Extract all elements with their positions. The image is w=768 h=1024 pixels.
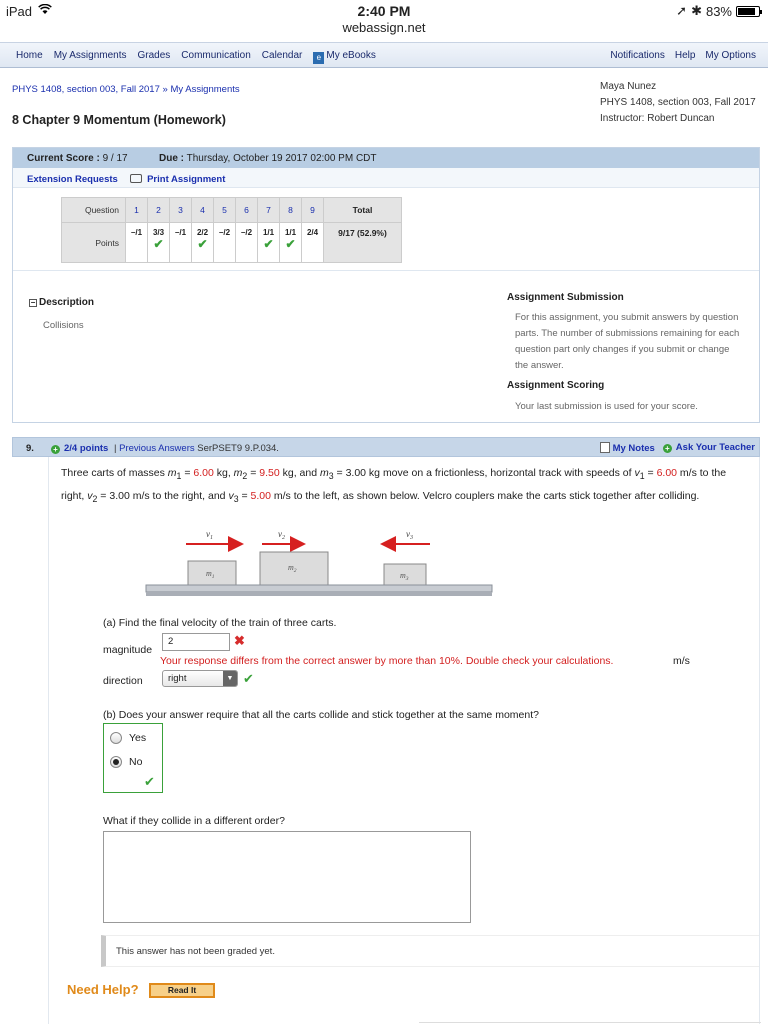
need-help-label: Need Help? (67, 982, 139, 997)
correct-check-icon: ✔ (197, 237, 208, 251)
radio-no-label: No (129, 756, 143, 768)
question-label: Question (62, 198, 126, 223)
due-label: Due : (159, 153, 184, 164)
device-name: iPad (6, 4, 33, 19)
m1-label: $m_1$ (206, 569, 215, 580)
question-number: 9. (26, 443, 34, 454)
magnitude-label: magnitude (103, 644, 153, 656)
var-v1: v (634, 467, 640, 479)
total-value: 9/17 (52.9%) (324, 223, 402, 263)
radio-no-row[interactable] (110, 756, 142, 768)
equals: = (333, 467, 346, 479)
divider (13, 270, 759, 271)
points-value: –/2 (218, 228, 231, 237)
v1-value: 6.00 (656, 467, 678, 479)
points-cell (214, 223, 236, 263)
table-points-row (62, 223, 402, 263)
radio-yes[interactable] (110, 732, 122, 744)
nav-my-ebooks-label: My eBooks (326, 50, 376, 61)
points-cell (258, 223, 280, 263)
track (146, 585, 492, 592)
var-v1-sub: 1 (639, 471, 645, 482)
plus-icon: + (663, 444, 672, 453)
description-text: Collisions (43, 320, 84, 331)
v1-label: $v_1$ (206, 529, 213, 541)
battery-fill (738, 8, 755, 15)
prompt-text: m/s to the right, (61, 467, 727, 503)
var-m1: m (167, 467, 177, 479)
var-v3-sub: 3 (233, 494, 239, 505)
equals: = (181, 467, 194, 479)
ios-status-bar (0, 0, 768, 40)
plus-icon[interactable]: + (51, 445, 60, 454)
part-a-prompt: (a) Find the final velocity of the train of three carts. (103, 617, 337, 629)
question-points-value: 2/4 points (64, 443, 109, 454)
nav-home[interactable]: Home (16, 50, 43, 61)
previous-answers-link[interactable]: Previous Answers (119, 443, 195, 454)
m2-value: 9.50 (259, 467, 280, 479)
submission-text: For this assignment, you submit answers by question parts. The number of submissions remaining for each question part only changes if you submit or change the answer. (515, 312, 740, 371)
ask-teacher-button[interactable] (663, 442, 755, 454)
points-value: 2/4 (306, 228, 319, 237)
description-toggle[interactable] (29, 297, 94, 308)
error-message: Your response differs from the correct answer by more than 10%. Double check your calculations. (160, 655, 614, 667)
points-value: –/1 (174, 228, 187, 237)
nav-my-options[interactable]: My Options (705, 50, 756, 61)
meta-separator: | (114, 443, 117, 454)
scoring-text: Your last submission is used for your score. (515, 401, 698, 412)
user-name: Maya Nunez (600, 81, 657, 92)
equals: = (97, 490, 110, 503)
current-score-value: 9 / 17 (102, 153, 128, 164)
score-header (13, 148, 759, 168)
var-v3: v (228, 490, 234, 503)
var-v2-sub: 2 (92, 494, 98, 505)
unit-label: m/s (673, 655, 690, 667)
location-icon: ➚ (676, 3, 688, 18)
question-code: SerPSET9 9.P.034. (197, 443, 279, 454)
status-right (676, 3, 760, 19)
m3-value: 3.00 (345, 467, 367, 479)
v2-label: $v_2$ (278, 529, 285, 541)
question-link[interactable]: 1 (126, 198, 148, 223)
points-cell (280, 223, 302, 263)
direction-select[interactable] (162, 670, 238, 687)
question-tools (600, 442, 755, 454)
track-base (146, 592, 492, 596)
answer-textarea[interactable] (103, 831, 471, 923)
read-it-button[interactable]: Read It (149, 983, 215, 998)
m1-value: 6.00 (193, 467, 214, 479)
points-cell (192, 223, 214, 263)
due-date (159, 153, 377, 164)
breadcrumb-course[interactable]: PHYS 1408, section 003, Fall 2017 (12, 84, 160, 95)
ebook-icon: e (313, 52, 324, 64)
what-if-prompt: What if they collide in a different order? (103, 815, 285, 827)
correct-check-icon: ✔ (144, 774, 155, 789)
cart-1 (188, 561, 236, 585)
prompt-text: m/s to the left, as shown below. Velcro couplers make the carts stick together after colliding. (270, 490, 700, 503)
divider (419, 1022, 761, 1023)
question-header (12, 437, 760, 457)
correct-check-icon: ✔ (285, 237, 296, 251)
radio-no[interactable] (110, 756, 122, 768)
printer-icon[interactable] (130, 174, 142, 183)
question-link[interactable]: 5 (214, 198, 236, 223)
var-m2: m (233, 467, 243, 479)
clock: 2:40 PM (357, 3, 411, 19)
equals: = (247, 467, 260, 479)
page-title: 8 Chapter 9 Momentum (Homework) (12, 113, 226, 127)
description-title: Description (39, 297, 95, 308)
v3-value: 5.00 (250, 490, 271, 503)
nav-grades[interactable]: Grades (137, 50, 171, 61)
var-m2-sub: 2 (242, 471, 248, 482)
submission-title: Assignment Submission (507, 292, 624, 303)
var-m1-sub: 1 (176, 471, 182, 482)
v3-label: $v_3$ (406, 529, 413, 541)
question-meta (114, 443, 279, 454)
user-instructor: Instructor: Robert Duncan (600, 113, 715, 124)
my-notes-button[interactable] (600, 442, 655, 454)
direction-label: direction (103, 675, 143, 687)
breadcrumb (12, 84, 240, 95)
url-bar[interactable]: webassign.net (342, 20, 426, 35)
score-panel (12, 147, 760, 423)
correct-check-icon: ✔ (263, 237, 274, 251)
var-v2: v (87, 490, 93, 503)
top-nav (0, 42, 768, 68)
dropdown-arrow-icon[interactable]: ▼ (223, 671, 237, 686)
question-prompt (61, 463, 751, 509)
points-value: 2/2 (196, 228, 209, 237)
bluetooth-icon: ✱ (691, 3, 702, 18)
breadcrumb-separator: » (162, 84, 168, 95)
nav-communication[interactable]: Communication (181, 50, 251, 61)
nav-calendar[interactable]: Calendar (261, 50, 303, 61)
points-cell (236, 223, 258, 263)
nav-my-ebooks[interactable] (313, 50, 375, 64)
question-points[interactable] (51, 443, 108, 454)
total-label: Total (324, 198, 402, 223)
carts-diagram (144, 525, 494, 605)
radio-yes-label: Yes (129, 732, 147, 744)
score-actions (13, 168, 759, 188)
points-cell (170, 223, 192, 263)
table-header-row (62, 198, 402, 223)
ask-teacher-label: Ask Your Teacher (675, 442, 755, 453)
question-link[interactable]: 7 (258, 198, 280, 223)
correct-check-icon: ✔ (243, 671, 254, 686)
magnitude-input[interactable]: 2 (162, 633, 230, 651)
current-score-label: Current Score : (27, 153, 100, 164)
nav-help[interactable]: Help (674, 50, 696, 61)
nav-notifications[interactable]: Notifications (610, 50, 665, 61)
question-link[interactable]: 6 (236, 198, 258, 223)
v2-value: 3.00 (109, 490, 130, 503)
note-icon (600, 442, 610, 453)
user-info (600, 79, 756, 127)
prompt-text: kg move on a frictionless, horizontal track with speeds of (366, 467, 635, 479)
radio-yes-row[interactable] (110, 732, 146, 744)
points-cell (148, 223, 170, 263)
incorrect-icon: ✖ (234, 633, 245, 648)
points-value: 1/1 (284, 228, 297, 237)
m3-label: $m_3$ (400, 571, 409, 582)
var-m3: m (319, 467, 329, 479)
battery-icon (736, 6, 760, 17)
battery-percent: 83% (705, 3, 732, 19)
points-label: Points (62, 223, 126, 263)
question-body (48, 457, 760, 1024)
question-link[interactable]: 3 (170, 198, 192, 223)
points-cell (126, 223, 148, 263)
user-course: PHYS 1408, section 003, Fall 2017 (600, 97, 756, 108)
grading-note: This answer has not been graded yet. (101, 935, 759, 967)
points-cell (302, 223, 324, 263)
collapse-icon[interactable]: − (30, 298, 36, 307)
points-value: 1/1 (262, 228, 275, 237)
question-link[interactable]: 4 (192, 198, 214, 223)
breadcrumb-my-assignments[interactable]: My Assignments (170, 84, 240, 95)
points-value: –/1 (130, 228, 143, 237)
print-assignment-link[interactable]: Print Assignment (147, 174, 226, 185)
question-points-table (61, 197, 402, 263)
equals: = (644, 467, 657, 479)
question-link[interactable]: 8 (280, 198, 302, 223)
part-b-prompt: (b) Does your answer require that all the carts collide and stick together at the same moment? (103, 709, 539, 721)
question-link[interactable]: 9 (302, 198, 324, 223)
prompt-text: m/s to the right, and (129, 490, 229, 503)
scoring-title: Assignment Scoring (507, 380, 605, 391)
m2-label: $m_2$ (288, 563, 297, 574)
var-m3-sub: 3 (328, 471, 334, 482)
question-link[interactable]: 2 (148, 198, 170, 223)
nav-my-assignments[interactable]: My Assignments (53, 50, 127, 61)
my-notes-label: My Notes (612, 443, 655, 454)
extension-requests-link[interactable]: Extension Requests (27, 174, 118, 185)
direction-value: right (168, 673, 187, 684)
prompt-text: Three carts of masses (61, 467, 168, 479)
points-value: –/2 (240, 228, 253, 237)
correct-check-icon: ✔ (153, 237, 164, 251)
prompt-text: kg, (213, 467, 234, 479)
equals: = (238, 490, 251, 503)
points-value: 3/3 (152, 228, 165, 237)
due-value: Thursday, October 19 2017 02:00 PM CDT (186, 153, 377, 164)
radio-group (103, 723, 163, 793)
prompt-text: kg, and (279, 467, 320, 479)
